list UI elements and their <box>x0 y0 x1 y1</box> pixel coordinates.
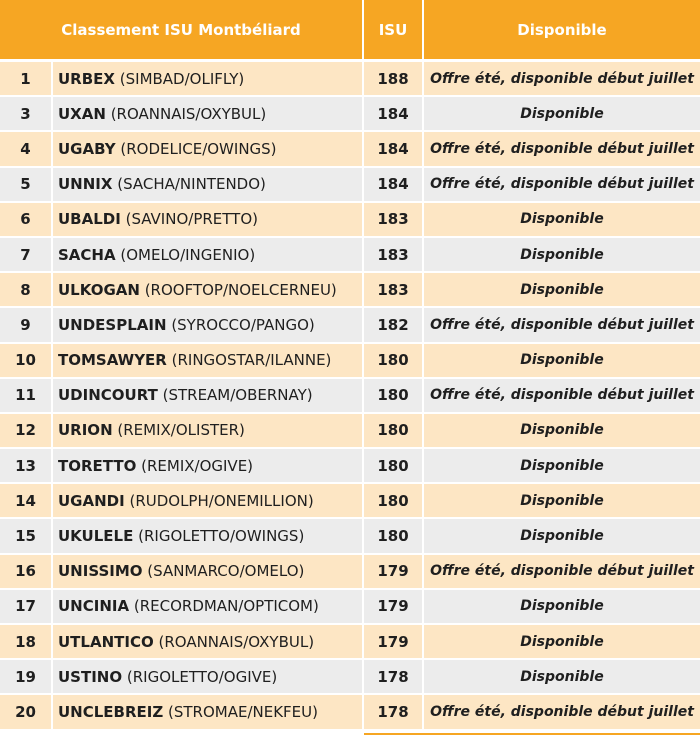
availability-cell: Offre été, disponible début juillet <box>424 132 700 167</box>
horse-name: TORETTO <box>58 456 137 475</box>
availability-cell: Offre été, disponible début juillet <box>424 555 700 590</box>
horse-cell <box>53 203 364 238</box>
horse-cell <box>53 62 364 97</box>
table-row <box>0 555 700 590</box>
horse-cell <box>53 273 364 308</box>
horse-pedigree: (SIMBAD/OLIFLY) <box>119 69 245 88</box>
rank-cell: 7 <box>0 238 53 273</box>
isu-cell: 184 <box>364 168 424 203</box>
horse-pedigree: (OMELO/INGENIO) <box>120 245 256 264</box>
horse-name: UNISSIMO <box>58 562 143 581</box>
isu-cell: 180 <box>364 519 424 554</box>
rank-cell: 1 <box>0 62 53 97</box>
rank-cell: 6 <box>0 203 53 238</box>
horse-pedigree: (ROOFTOP/NOELCERNEU) <box>144 280 337 299</box>
horse-pedigree: (RODELICE/OWINGS) <box>120 139 277 158</box>
horse-pedigree: (RIGOLETTO/OWINGS) <box>138 527 305 546</box>
availability-cell: Disponible <box>424 344 700 379</box>
isu-cell: 178 <box>364 660 424 695</box>
availability-cell: Disponible <box>424 203 700 238</box>
isu-cell: 180 <box>364 344 424 379</box>
availability-cell: Disponible <box>424 238 700 273</box>
isu-cell: 180 <box>364 449 424 484</box>
horse-name: USTINO <box>58 667 123 686</box>
horse-pedigree: (SANMARCO/OMELO) <box>147 562 305 581</box>
horse-pedigree: (SYROCCO/PANGO) <box>171 315 315 334</box>
horse-name: UTLANTICO <box>58 632 154 651</box>
availability-cell: Disponible <box>424 625 700 660</box>
isu-cell: 188 <box>364 62 424 97</box>
horse-cell <box>53 379 364 414</box>
isu-cell: 182 <box>364 308 424 343</box>
availability-cell: Offre été, disponible début juillet <box>424 168 700 203</box>
horse-name: ULKOGAN <box>58 280 140 299</box>
availability-cell: Disponible <box>424 484 700 519</box>
horse-cell <box>53 590 364 625</box>
horse-pedigree: (RUDOLPH/ONEMILLION) <box>129 491 314 510</box>
table-row <box>0 484 700 519</box>
isu-cell: 180 <box>364 484 424 519</box>
availability-header: Disponible <box>424 0 700 62</box>
horse-name: URION <box>58 421 113 440</box>
isu-cell: 180 <box>364 379 424 414</box>
horse-cell <box>53 132 364 167</box>
horse-pedigree: (ROANNAIS/OXYBUL) <box>158 632 315 651</box>
rank-cell: 14 <box>0 484 53 519</box>
horse-name: UXAN <box>58 104 106 123</box>
rank-cell: 15 <box>0 519 53 554</box>
table-row <box>0 203 700 238</box>
rank-cell: 17 <box>0 590 53 625</box>
horse-name: UNNIX <box>58 175 113 194</box>
horse-pedigree: (SAVINO/PRETTO) <box>125 210 258 229</box>
table-row <box>0 414 700 449</box>
availability-cell: Offre été, disponible début juillet <box>424 695 700 730</box>
rank-cell: 20 <box>0 695 53 730</box>
availability-cell: Disponible <box>424 590 700 625</box>
rank-cell: 12 <box>0 414 53 449</box>
table-row <box>0 62 700 97</box>
horse-cell <box>53 555 364 590</box>
rank-cell: 10 <box>0 344 53 379</box>
isu-cell: 179 <box>364 590 424 625</box>
rank-cell: 9 <box>0 308 53 343</box>
isu-cell: 179 <box>364 625 424 660</box>
table-row <box>0 344 700 379</box>
isu-cell: 183 <box>364 273 424 308</box>
availability-cell: Offre été, disponible début juillet <box>424 379 700 414</box>
rank-cell: 13 <box>0 449 53 484</box>
horse-name: UKULELE <box>58 527 134 546</box>
table-row <box>0 238 700 273</box>
rank-cell: 19 <box>0 660 53 695</box>
isu-cell: 184 <box>364 132 424 167</box>
table-header <box>0 0 700 62</box>
horse-name: UGANDI <box>58 491 125 510</box>
table-row <box>0 519 700 554</box>
rank-cell: 5 <box>0 168 53 203</box>
table-row <box>0 379 700 414</box>
horse-pedigree: (STREAM/OBERNAY) <box>162 386 313 405</box>
horse-cell <box>53 308 364 343</box>
horse-pedigree: (REMIX/OGIVE) <box>141 456 254 475</box>
ranking-header: Classement ISU Montbéliard <box>0 0 364 62</box>
horse-pedigree: (ROANNAIS/OXYBUL) <box>110 104 267 123</box>
rank-cell: 11 <box>0 379 53 414</box>
horse-cell <box>53 695 364 730</box>
horse-name: UNCLEBREIZ <box>58 702 164 721</box>
table-row <box>0 660 700 695</box>
isu-cell: 183 <box>364 203 424 238</box>
horse-pedigree: (RECORDMAN/OPTICOM) <box>133 597 319 616</box>
availability-cell: Disponible <box>424 273 700 308</box>
isu-cell: 178 <box>364 695 424 730</box>
availability-cell: Offre été, disponible début juillet <box>424 308 700 343</box>
availability-cell: Disponible <box>424 97 700 132</box>
availability-cell: Disponible <box>424 660 700 695</box>
table-row <box>0 168 700 203</box>
rank-cell: 18 <box>0 625 53 660</box>
isu-header: ISU <box>364 0 424 62</box>
isu-cell: 184 <box>364 97 424 132</box>
table-row <box>0 308 700 343</box>
table-row <box>0 625 700 660</box>
availability-cell: Disponible <box>424 449 700 484</box>
isu-cell: 179 <box>364 555 424 590</box>
horse-pedigree: (RINGOSTAR/ILANNE) <box>171 351 332 370</box>
horse-cell <box>53 238 364 273</box>
table-row <box>0 273 700 308</box>
availability-cell: Offre été, disponible début juillet <box>424 62 700 97</box>
horse-pedigree: (REMIX/OLISTER) <box>117 421 245 440</box>
horse-cell <box>53 519 364 554</box>
horse-cell <box>53 344 364 379</box>
horse-cell <box>53 168 364 203</box>
table-row <box>0 97 700 132</box>
table-row <box>0 590 700 625</box>
horse-cell <box>53 625 364 660</box>
horse-name: UBALDI <box>58 210 121 229</box>
rank-cell: 16 <box>0 555 53 590</box>
table-row <box>0 132 700 167</box>
horse-name: URBEX <box>58 69 115 88</box>
isu-cell: 180 <box>364 414 424 449</box>
table-row <box>0 449 700 484</box>
horse-pedigree: (STROMAE/NEKFEU) <box>168 702 318 721</box>
horse-cell <box>53 414 364 449</box>
availability-cell: Disponible <box>424 519 700 554</box>
horse-name: TOMSAWYER <box>58 351 167 370</box>
horse-cell <box>53 660 364 695</box>
horse-pedigree: (SACHA/NINTENDO) <box>117 175 266 194</box>
horse-name: UGABY <box>58 139 116 158</box>
table-body <box>0 62 700 731</box>
horse-cell <box>53 449 364 484</box>
horse-name: SACHA <box>58 245 116 264</box>
horse-name: UNCINIA <box>58 597 130 616</box>
horse-cell <box>53 484 364 519</box>
table-row <box>0 695 700 730</box>
horse-name: UDINCOURT <box>58 386 158 405</box>
rank-cell: 3 <box>0 97 53 132</box>
horse-pedigree: (RIGOLETTO/OGIVE) <box>126 667 278 686</box>
isu-cell: 183 <box>364 238 424 273</box>
horse-name: UNDESPLAIN <box>58 315 167 334</box>
rank-cell: 8 <box>0 273 53 308</box>
rank-cell: 4 <box>0 132 53 167</box>
horse-cell <box>53 97 364 132</box>
availability-cell: Disponible <box>424 414 700 449</box>
